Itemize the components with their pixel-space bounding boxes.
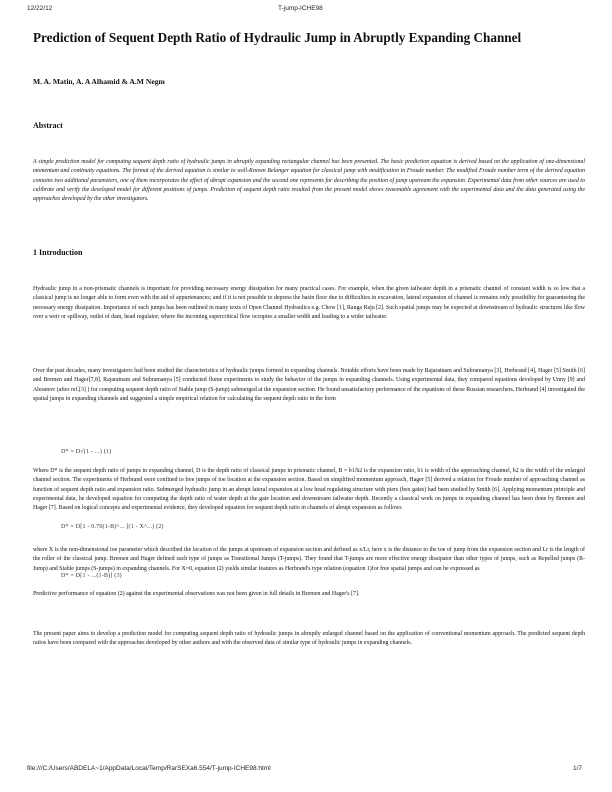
introduction-paragraph-5: Predictive performance of equation (2) against the experimental observations was not been given in full details in Bremen and Hager's [7]. <box>33 591 360 597</box>
introduction-paragraph-3: Where D* is the sequent depth ratio of jumps in expanding channel, D is the depth ratio of classical jumps in prismatic channel, B = b1/b2 is the expansion ratio, b1 is width of the approaching channel, b2 is the width of the enlarged channel section. The experiments of Herbrand were confined to free jumps of toe location at the expansion section. Based on simplified momentum approach, Hager [5] derived a relation for Froude number of approaching channel as function of sequent depth ratio and expansion ratio. Submerged hydraulic jump in an abrupt lateral expansion at a low head regulating structure with piers (box gates) had been studied by Smith [6]. Applying momentum principle and experimental data, he developed equation for computing the depth ratio of water depth at the gate location and downstream tailwater depth. Recently a classical work on jumps in expanding channel has been done by Bremen and Hager [7]. Based on logical concepts and experimental evidence, they developed equation for sequent depth ratio in channels of abrupt expansion as follows <box>33 468 585 512</box>
abstract-heading: Abstract <box>33 121 63 130</box>
file-path: file:///C:/Users/ABDELA~1/AppData/Local/Temp/RarSEXa6.554/T-jump-ICHE98.html <box>27 765 271 772</box>
introduction-paragraph-6: The present paper aims to develop a prediction model for computing sequent depth ratio of hydraulic jumps in abruptly enlarged channel based on the application of conventional momentum approach. The predicted sequent depth ratios have been compared with the approaches developed by other authors and with the observed data of similar type of hydraulic jumps in expanding channels. <box>33 631 585 647</box>
paper-title: Prediction of Sequent Depth Ratio of Hydraulic Jump in Abruptly Expanding Channel <box>33 30 522 45</box>
paper-authors: M. A. Matin, A. A Alhamid & A.M Negm <box>33 77 165 86</box>
equation-3: D* = D[1 - ...(1-B)] (3) <box>61 573 122 579</box>
equation-2: D* = D[1 - 0.70(1-B)^... ](1 - X^...) (2) <box>61 524 164 530</box>
introduction-heading: 1 Introduction <box>33 248 83 257</box>
introduction-paragraph-2: Over the past decades, many investigators had been studied the characteristics of hydraulic jumps formed in expanding channels. Notable efforts have been made by Rajaratnam and Subramanya [3], Herbrand [4], Hager [5] Smith [6] and Bremen and Hager[7,8]. Rajaratnam and Subramanya [5] conducted flume experiments to study the behavior of the jumps in expanding channels. Using experimental data, they compared equations developed by Unny [9] and Abramov (after ref.[3] ) for computing sequent depth ratio of Stable jump (S-jump) submerged at the expansion section. He found unsatisfactory performance of the equations of these Russian researchers. Herbrand [4] investigated the spatial jumps in expanding channels and suggested a simple empirical relation for calculating the sequent depth ratio in the form <box>33 368 585 402</box>
abstract-text: A simple prediction model for computing sequent depth ratio of hydraulic jumps in abruptly expanding rectangular channel has been presented. The basic prediction equation is derived based on the application of one-dimensional momentum and continuity equations. The format of the derived equation is similar to well-Known Belanger equation for classical jump with modification in Froude number. The modified Froude number term of the derived equation contains two additional parameters, one of them incorporates the effect of abrupt expansion and the second one represents for describing the position of jump upstream the expansion. Experimental data from other sources are used to calibrate and verify the developed model for different positions of jumps. Prediction of sequent depth ratio resulted from the present model shows reasonable agreement with the experimental data and the data generated using the approaches developed by the other investigators. <box>33 159 585 203</box>
introduction-paragraph-4: where X is the non-dimensional toe parameter which described the location of the jumps at upstream of expansion section and defined as x/Lr, here x is the distance to the toe of jump from the expansion section and Lr is the length of the roller of the classical jump. Bremen and Hager defined such type of jumps as Transitional Jumps (T-jumps). They found that T-jumps are more effective energy dissipator than other types of jumps, such as Repelled jumps (R-Jump) and Stable jumps (S-jumps) in expanding channels. For X=0, equation (2) yields similar features as Herbrand's type relation (equation 1)for free spatial jumps and can be expressed as <box>33 547 585 572</box>
print-date: 12/22/12 <box>27 5 53 12</box>
introduction-paragraph-1: Hydraulic jump in a non-prismatic channels is important for providing necessary energy dissipation for many practical cases. For example, when the given tailwater depth in a prismatic channel of constant width is so low that a classical jump is no longer able to form even with the aid of appurtenances; and if it is not possible to depress the basin floor due to difficulties in excavation, lateral expansion of channel is remains only possibility for guaranteeing the necessary energy dissipation. Importance of such jumps has been outlined in many texts of Open Channel Hydraulics e.g. Chow [1], Ranga Raju [2]. Such spatial jumps may be expected at downstream of hydraulic structures like flow over a weir or spillway, outlet of dam, head regulator, where the incoming supercritical flow occupies a smaller width and leading to a wider tailwater. <box>33 286 585 320</box>
print-document-title: T-jump-ICHE98 <box>278 5 323 12</box>
page-number: 1/7 <box>573 765 583 772</box>
equation-1: D* = D√(1 - ...) (1) <box>61 449 112 455</box>
